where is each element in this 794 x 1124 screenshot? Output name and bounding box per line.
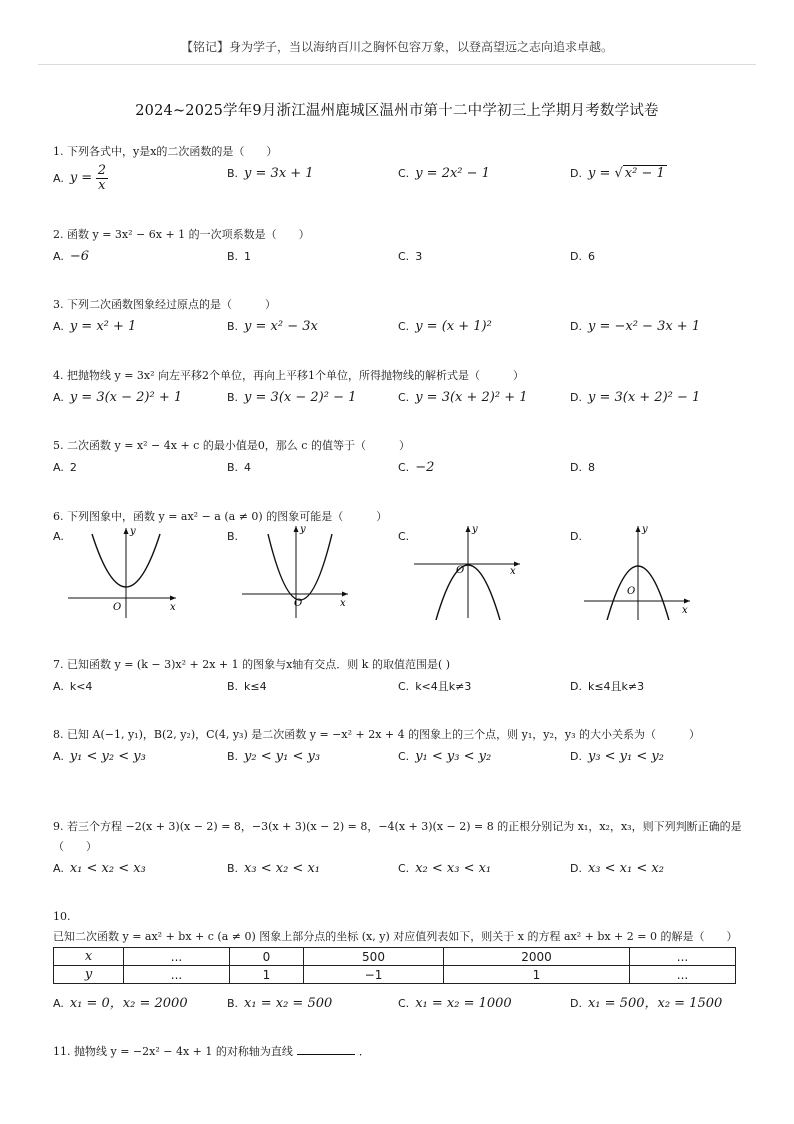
axis-label-y: y — [130, 526, 136, 537]
option-a[interactable]: A. −6 — [53, 249, 89, 264]
svg-text:O: O — [294, 598, 303, 609]
question-stem: 抛物线 y = −2x² − 4x + 1 的对称轴为直线 — [74, 1045, 293, 1058]
graph-a[interactable] — [64, 520, 184, 620]
answer-blank[interactable] — [297, 1042, 355, 1055]
origin-label: O — [113, 602, 122, 613]
question-11: 11. 抛物线 y = −2x² − 4x + 1 的对称轴为直线 ． — [53, 1042, 753, 1062]
option-a[interactable]: A. x₁ < x₂ < x₃ — [53, 861, 146, 876]
option-d[interactable]: D. — [570, 530, 582, 543]
option-b[interactable]: B. 1 — [227, 250, 252, 263]
question-stem: 二次函数 y = x² − 4x + c 的最小值是0，那么 c 的值等于（ ） — [67, 439, 410, 452]
option-a[interactable]: A. k<4 — [53, 680, 93, 693]
question-number: 1. — [53, 145, 64, 158]
option-c[interactable]: C. y = 3(x + 2)² + 1 — [398, 390, 528, 405]
option-b[interactable]: B. y₂ < y₁ < y₃ — [227, 749, 321, 764]
question-5: 5. 二次函数 y = x² − 4x + c 的最小值是0，那么 c 的值等于（ ） A. 2 B. 4 C. −2 D. 8 — [53, 436, 753, 480]
option-b[interactable]: B. x₁ = x₂ = 500 — [227, 996, 333, 1011]
option-a[interactable]: A. x₁ = 0，x₂ = 2000 — [53, 996, 188, 1011]
option-a[interactable]: A. 2 — [53, 461, 77, 474]
question-stem: 已知函数 y = (k − 3)x² + 2x + 1 的图象与x轴有交点．则 k 的取值范围是( ) — [67, 658, 451, 671]
question-3: 3. 下列二次函数图象经过原点的是（ ） A. y = x² + 1 B. y = x² − 3x C. y = (x + 1)² D. y = −x² − 3x + 1 — [53, 295, 753, 339]
option-d[interactable]: D. x₃ < x₁ < x₂ — [570, 861, 664, 876]
option-d[interactable]: D. k≤4且k≠3 — [570, 680, 645, 693]
option-a[interactable]: A. y = $\frac{2}{x}$ — [53, 163, 106, 193]
option-b[interactable]: B. 4 — [227, 461, 252, 474]
question-2: 2. 函数 y = 3x² − 6x + 1 的一次项系数是（ ） A. −6 B. 1 C. 3 D. 6 — [53, 225, 753, 269]
option-a[interactable]: A. y₁ < y₂ < y₃ — [53, 749, 146, 764]
option-c[interactable]: C. y = (x + 1)² — [398, 319, 492, 334]
question-stem: 已知 A(−1, y₁)，B(2, y₂)，C(4, y₃) 是二次函数 y = −x² + 2x + 4 的图象上的三个点，则 y₁，y₂，y₃ 的大小关系为（ ） — [67, 728, 700, 741]
question-stem: 已知二次函数 y = ax² + bx + c (a ≠ 0) 图象上部分点的坐标 (x, y) 对应值列表如下，则关于 x 的方程 ax² + bx + 2 = 0 的解是（ ） — [53, 930, 738, 943]
question-stem: 下列图象中，函数 y = ax² − a (a ≠ 0) 的图象可能是（ ） — [67, 510, 388, 523]
option-c[interactable]: C. −2 — [398, 460, 435, 475]
option-d[interactable]: D. y₃ < y₁ < y₂ — [570, 749, 664, 764]
option-b[interactable]: B. y = x² − 3x — [227, 319, 318, 334]
graph-c[interactable] — [410, 520, 530, 620]
option-b[interactable]: B. y = 3(x − 2)² − 1 — [227, 390, 357, 405]
option-d[interactable]: D. 6 — [570, 250, 595, 263]
option-c[interactable]: C. y = 2x² − 1 — [398, 166, 490, 181]
table-row-y: y ... 1 −1 1 ... — [54, 966, 736, 984]
graph-d[interactable] — [580, 520, 700, 620]
option-c[interactable]: C. x₂ < x₃ < x₁ — [398, 861, 492, 876]
axis-label-x: x — [170, 602, 176, 613]
svg-text:x: x — [340, 598, 346, 609]
question-stem: 函数 y = 3x² − 6x + 1 的一次项系数是（ ） — [67, 228, 310, 241]
option-b[interactable]: B. — [227, 530, 239, 543]
question-9: 9. 若三个方程 −2(x + 3)(x − 2) = 8，−3(x + 3)(x − 2) = 8，−4(x + 3)(x − 2) = 8 的正根分别记为 x₁，x₂，x₃，则下列判断正确的是（ ） A. x₁ < x₂ < x₃ B. x₃ < x₂ < x₁ C. x₂ < x₃ < x₁ D. x₃ < x₁ < x₂ — [53, 817, 753, 881]
svg-text:y: y — [472, 524, 478, 535]
svg-text:O: O — [627, 586, 636, 597]
option-c[interactable]: C. 3 — [398, 250, 423, 263]
svg-text:y: y — [642, 524, 648, 535]
option-c[interactable]: C. y₁ < y₃ < y₂ — [398, 749, 492, 764]
svg-text:y: y — [300, 524, 306, 535]
question-stem: 把抛物线 y = 3x² 向左平移2个单位，再向上平移1个单位，所得抛物线的解析式是（ ） — [67, 369, 525, 382]
option-c[interactable]: C. — [398, 530, 410, 543]
value-table — [53, 947, 736, 984]
option-b[interactable]: B. y = 3x + 1 — [227, 166, 314, 181]
question-stem: 下列二次函数图象经过原点的是（ ） — [67, 298, 276, 311]
question-10: 10. 已知二次函数 y = ax² + bx + c (a ≠ 0) 图象上部分点的坐标 (x, y) 对应值列表如下，则关于 x 的方程 ax² + bx + 2 = 0 的解是（ ） — [53, 910, 738, 943]
graph-b[interactable] — [238, 520, 358, 620]
question-7: 7. 已知函数 y = (k − 3)x² + 2x + 1 的图象与x轴有交点．则 k 的取值范围是( ) A. k<4 B. k≤4 C. k<4且k≠3 D. k≤4且k≠3 — [53, 655, 753, 699]
option-d[interactable]: D. 8 — [570, 461, 595, 474]
question-4: 4. 把抛物线 y = 3x² 向左平移2个单位，再向上平移1个单位，所得抛物线的解析式是（ ） A. y = 3(x − 2)² + 1 B. y = 3(x − 2)² − 1 C. y = 3(x + 2)² + 1 D. y = 3(x + 2)² − 1 — [53, 366, 753, 410]
question-stem: 下列各式中，y是x的二次函数的是（ ） — [67, 145, 278, 158]
question-stem: 若三个方程 −2(x + 3)(x − 2) = 8，−3(x + 3)(x − 2) = 8，−4(x + 3)(x − 2) = 8 的正根分别记为 x₁，x₂，x₃，则下列判断正确的是（ ） — [53, 820, 742, 853]
svg-text:x: x — [682, 605, 688, 616]
option-b[interactable]: B. x₃ < x₂ < x₁ — [227, 861, 320, 876]
page-title: 2024~2025学年9月浙江温州鹿城区温州市第十二中学初三上学期月考数学试卷 — [135, 103, 659, 119]
option-c[interactable]: C. x₁ = x₂ = 1000 — [398, 996, 512, 1011]
option-d[interactable]: D. y = 3(x + 2)² − 1 — [570, 390, 701, 405]
option-d[interactable]: D. y = −x² − 3x + 1 — [570, 319, 701, 334]
option-a[interactable]: A. y = 3(x − 2)² + 1 — [53, 390, 183, 405]
svg-text:x: x — [510, 566, 516, 577]
svg-text:O: O — [456, 565, 465, 576]
question-6: 6. 下列图象中，函数 y = ax² − a (a ≠ 0) 的图象可能是（ ） — [53, 510, 388, 523]
question-10-options — [53, 992, 753, 1016]
option-b[interactable]: B. k≤4 — [227, 680, 267, 693]
header-motto: 【铭记】身为学子，当以海纳百川之胸怀包容万象，以登高望远之志向追求卓越。 — [180, 40, 613, 54]
table-row-x: x ... 0 500 2000 ... — [54, 948, 736, 966]
option-d[interactable]: D. y = √ x² − 1 — [570, 166, 665, 181]
option-a[interactable]: A. — [53, 530, 64, 543]
option-a[interactable]: A. y = x² + 1 — [53, 319, 137, 334]
question-8: 8. 已知 A(−1, y₁)，B(2, y₂)，C(4, y₃) 是二次函数 y = −x² + 2x + 4 的图象上的三个点，则 y₁，y₂，y₃ 的大小关系为（ ） A. y₁ < y₂ < y₃ B. y₂ < y₁ < y₃ C. y₁ < y₃ < y₂ D. y₃ < y₁ < y₂ — [53, 725, 753, 769]
option-d[interactable]: D. x₁ = 500，x₂ = 1500 — [570, 996, 723, 1011]
option-c[interactable]: C. k<4且k≠3 — [398, 680, 472, 693]
question-1 — [53, 142, 753, 194]
header-divider — [38, 64, 756, 65]
